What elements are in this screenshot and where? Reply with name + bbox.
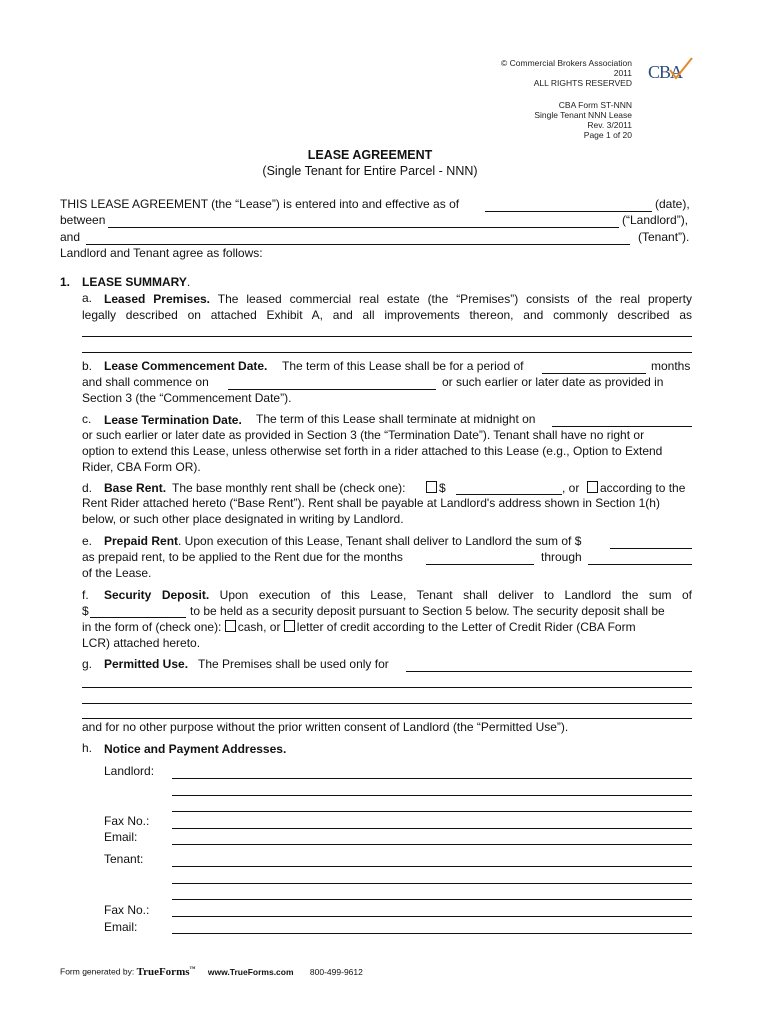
cash-checkbox[interactable] [225, 620, 236, 632]
termination-date-field[interactable] [552, 426, 692, 427]
item-c-text3: option to extend this Lease, unless otherwise set forth in a rider attached to this Lease (e.g., Option to Extend [82, 444, 663, 458]
trueforms-logo [137, 966, 196, 978]
item-d-letter: d. [82, 481, 93, 495]
item-e-through: through [541, 550, 582, 564]
item-b-text1: The term of this Lease shall be for a period of [282, 359, 524, 373]
item-f-cash: cash, or [237, 620, 281, 634]
item-g-text1: The Premises shall be used only for [198, 657, 389, 671]
item-e-letter: e. [82, 534, 93, 548]
tenant-email-label: Email: [104, 920, 138, 934]
form-name: CBA Form ST-NNN [558, 100, 632, 110]
prepaid-months-to-field[interactable] [588, 564, 692, 565]
letter-of-credit-checkbox[interactable] [284, 620, 295, 632]
item-e-line1 [104, 534, 581, 549]
rights-reserved: ALL RIGHTS RESERVED [533, 78, 632, 88]
trueforms-brand: TrueForms [136, 965, 190, 978]
item-d-text3: below, or such other place designated in writing by Landlord. [82, 512, 404, 526]
section-number: 1. [60, 275, 71, 289]
item-b-months: months [651, 359, 691, 373]
item-f-dollar: $ [82, 604, 89, 618]
premises-address-line-1[interactable] [82, 336, 692, 337]
landlord-email-field[interactable] [172, 844, 692, 845]
item-b-text3: or such earlier or later date as provided in [442, 375, 664, 389]
item-a-letter: a. [82, 291, 93, 305]
landlord-email-label: Email: [104, 830, 138, 844]
item-f-line3 [82, 620, 636, 635]
item-g-heading: Permitted Use. [104, 657, 189, 671]
form-info-block [534, 100, 632, 140]
intro-landlord-suffix: (“Landlord”), [622, 213, 689, 227]
item-d-heading: Base Rent. [104, 481, 167, 495]
item-f-text2: to be held as a security deposit pursuant to Section 5 below. The security deposit shall be [190, 604, 665, 618]
form-description: Single Tenant NNN Lease [534, 110, 632, 120]
item-b-text2: and shall commence on [82, 375, 209, 389]
premises-address-line-2[interactable] [82, 352, 692, 353]
tenant-address-field-2[interactable] [172, 883, 692, 884]
item-b-heading: Lease Commencement Date. [104, 359, 268, 373]
intro-agree: Landlord and Tenant agree as follows: [60, 246, 263, 260]
tenant-email-field[interactable] [172, 933, 692, 934]
item-g-letter: g. [82, 657, 93, 671]
landlord-address-field-2[interactable] [172, 795, 692, 796]
intro-line1: THIS LEASE AGREEMENT (the “Lease”) is entered into and effective as of [60, 197, 460, 211]
footer-generated: Form generated by: [60, 966, 135, 977]
item-d-option2 [587, 481, 685, 496]
permitted-use-field-4[interactable] [82, 718, 692, 719]
item-f-text1-row [104, 588, 692, 603]
item-f-heading: Security Deposit. [104, 588, 210, 602]
commencement-date-field[interactable] [228, 389, 436, 390]
item-e-heading: Prepaid Rent [104, 534, 179, 548]
item-a-text1: The leased commercial real estate (the “Premises”) consists of the real property [217, 292, 692, 306]
lease-term-months-field[interactable] [542, 373, 646, 374]
landlord-address-label: Landlord: [104, 764, 155, 778]
item-d-option1 [426, 481, 446, 496]
tenant-address-field-1[interactable] [172, 866, 692, 867]
item-d-dollar: $ [439, 481, 446, 495]
landlord-fax-label: Fax No.: [104, 814, 150, 828]
base-rent-amount-checkbox[interactable] [426, 481, 437, 493]
copyright-block [501, 58, 632, 88]
item-e-text3: of the Lease. [82, 566, 152, 580]
section-heading-text: LEASE SUMMARY [82, 275, 187, 289]
trademark-symbol: ™ [189, 966, 196, 972]
tenant-fax-field[interactable] [172, 916, 692, 917]
copyright-year: 2011 [613, 68, 632, 78]
item-e-text1: . Upon execution of this Lease, Tenant shall deliver to Landlord the sum of $ [178, 534, 582, 548]
permitted-use-field-3[interactable] [82, 703, 692, 704]
landlord-address-field-3[interactable] [172, 811, 692, 812]
cba-logo-text: CBA [648, 62, 683, 82]
item-c-text1: The term of this Lease shall terminate at midnight on [256, 412, 536, 426]
copyright-text: © Commercial Brokers Association [501, 58, 632, 68]
intro-tenant-suffix: (Tenant”). [638, 230, 690, 244]
landlord-name-field[interactable] [108, 227, 619, 228]
item-f-text3a: in the form of (check one): [82, 620, 222, 634]
prepaid-rent-amount-field[interactable] [610, 548, 692, 549]
item-b-text4: Section 3 (the “Commencement Date”). [82, 391, 292, 405]
item-a-text [104, 291, 692, 307]
item-a-text2: legally described on attached Exhibit A, and all improvements thereon, and commonly described as [82, 308, 692, 322]
section-heading [82, 275, 190, 290]
item-d-according: according to the [600, 481, 686, 495]
item-f-text1: Upon execution of this Lease, Tenant shall deliver to Landlord the sum of [219, 588, 692, 602]
item-b-letter: b. [82, 359, 93, 373]
section-heading-end: . [186, 275, 191, 289]
cba-logo [648, 56, 694, 84]
document-subtitle: (Single Tenant for Entire Parcel - NNN) [262, 164, 478, 178]
item-c-text2: or such earlier or later date as provided in Section 3 (the “Termination Date”). Tenant shall have no right or [82, 428, 645, 442]
item-d-text1: The base monthly rent shall be (check one): [172, 481, 406, 495]
security-deposit-amount-field[interactable] [90, 617, 186, 618]
item-c-letter: c. [82, 412, 92, 426]
landlord-address-field-1[interactable] [172, 778, 692, 779]
permitted-use-field-2[interactable] [82, 687, 692, 688]
form-revision: Rev. 3/2011 [587, 120, 632, 130]
document-title: LEASE AGREEMENT [307, 148, 433, 162]
checkmark-icon [648, 56, 694, 84]
tenant-address-field-3[interactable] [172, 899, 692, 900]
tenant-name-field[interactable] [86, 244, 630, 245]
item-c-text4: Rider, CBA Form OR). [82, 460, 201, 474]
intro-between: between [60, 213, 106, 227]
item-f-letter: f. [82, 588, 89, 602]
item-a-heading: Leased Premises. [104, 292, 211, 306]
effective-date-field[interactable] [485, 211, 652, 212]
item-h-letter: h. [82, 741, 93, 755]
tenant-address-label: Tenant: [104, 852, 144, 866]
rent-rider-checkbox[interactable] [587, 481, 598, 493]
footer-phone: 800-499-9612 [309, 966, 363, 977]
item-d-text2: Rent Rider attached hereto (“Base Rent”). Rent shall be payable at Landlord's address shown in Section 1(h) [82, 496, 660, 510]
page-number: Page 1 of 20 [583, 130, 632, 140]
item-f-text4: LCR) attached hereto. [82, 636, 201, 650]
item-c-heading: Lease Termination Date. [104, 413, 242, 427]
item-g-text2: and for no other purpose without the prior written consent of Landlord (the “Permitted Use”). [82, 720, 569, 734]
item-d-or: , or [562, 481, 580, 495]
intro-date-suffix: (date), [655, 197, 690, 211]
item-e-text2: as prepaid rent, to be applied to the Rent due for the months [82, 550, 403, 564]
tenant-fax-label: Fax No.: [104, 903, 150, 917]
permitted-use-field-1[interactable] [406, 671, 692, 672]
footer [60, 963, 363, 978]
item-h-heading: Notice and Payment Addresses. [104, 742, 287, 756]
intro-and: and [60, 230, 81, 244]
prepaid-months-from-field[interactable] [426, 564, 534, 565]
item-f-text3b: letter of credit according to the Letter of Credit Rider (CBA Form [296, 620, 636, 634]
footer-website[interactable]: www.TrueForms.com [207, 966, 294, 977]
base-rent-amount-field[interactable] [456, 494, 562, 495]
landlord-fax-field[interactable] [172, 828, 692, 829]
